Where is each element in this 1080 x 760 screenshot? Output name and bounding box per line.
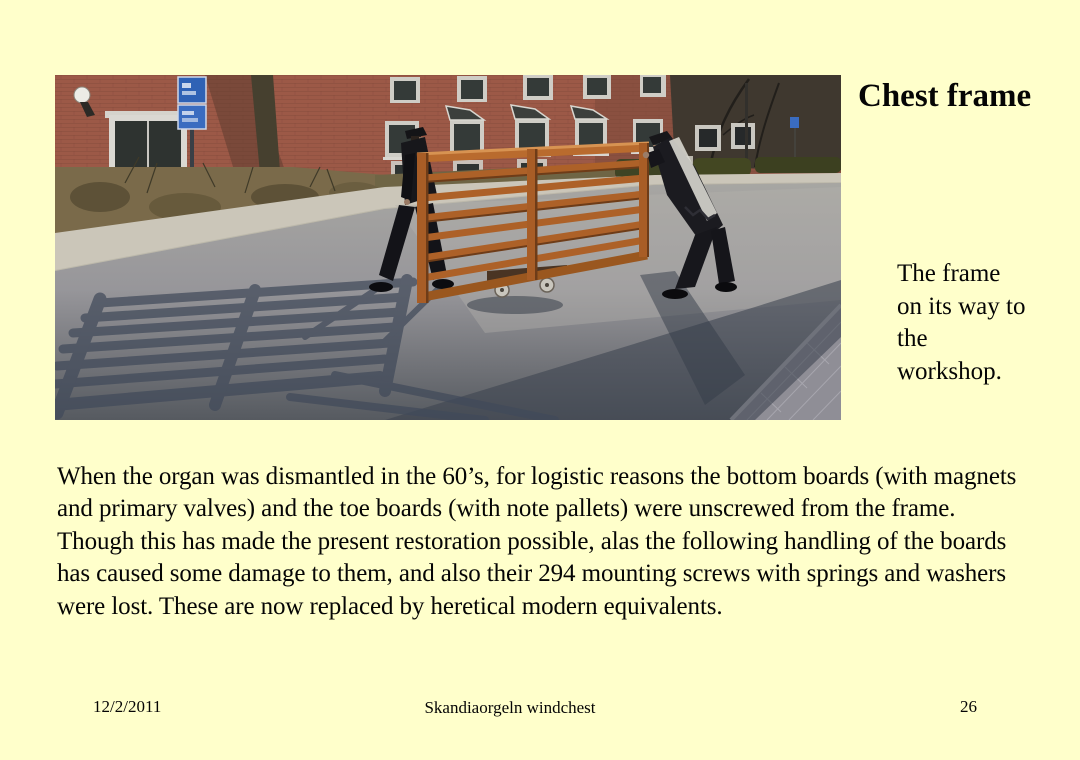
footer-date: 12/2/2011 xyxy=(93,697,162,716)
footer-page-number: 26 xyxy=(960,697,977,716)
body-paragraph: When the organ was dismantled in the 60’s, for logistic reasons the bottom boards (with magnets and primary valves) and the toe boards (with note pallets) were unscrewed from the frame. Though this has made the present restoration possible, alas the following handling of the boards has caused some damage to them, and also their 294 mounting screws with springs and washers were lost. These are now replaced by heretical modern equivalents. xyxy=(57,463,1017,620)
photo-caption: The frame on its way to the workshop. xyxy=(897,260,1026,385)
street-photo xyxy=(55,75,841,420)
footer-title: Skandiaorgeln windchest xyxy=(424,698,596,717)
slide-title: Chest frame xyxy=(858,78,1032,114)
dolly-shadow xyxy=(467,296,563,314)
